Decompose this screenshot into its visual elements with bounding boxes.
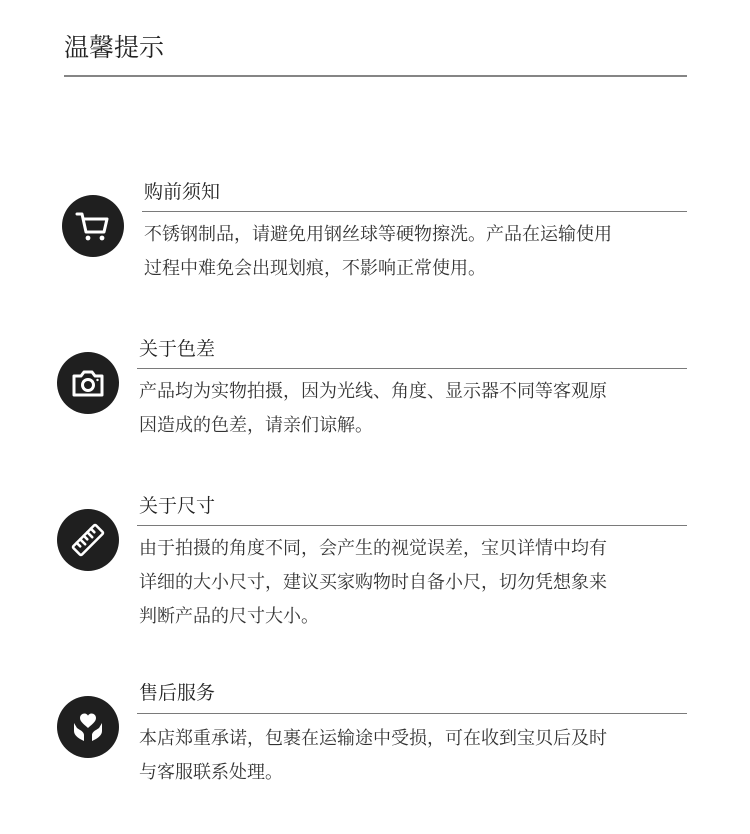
section-text-line: 过程中难免会出现划痕，不影响正常使用。 [144,258,486,279]
title-divider [64,75,687,77]
shopping-cart-icon [62,195,124,257]
section-text-line: 详细的大小尺寸，建议买家购物时自备小尺，切勿凭想象来 [139,572,607,593]
section-heading: 购前须知 [144,181,221,203]
section-divider [142,211,687,212]
ruler-icon [57,509,119,571]
section-text-line: 本店郑重承诺，包裹在运输途中受损，可在收到宝贝后及时 [139,728,607,749]
heart-hands-icon [57,696,119,758]
section-divider [137,525,687,526]
section-divider [137,368,687,369]
section-text-line: 判断产品的尺寸大小。 [139,606,319,627]
section-text-line: 与客服联系处理。 [139,762,283,783]
section-text-line: 由于拍摄的角度不同，会产生的视觉误差，宝贝详情中均有 [139,538,607,559]
section-text-line: 产品均为实物拍摄，因为光线、角度、显示器不同等客观原 [139,381,607,402]
section-text-line: 因造成的色差，请亲们谅解。 [139,415,373,436]
section-text-line: 不锈钢制品，请避免用钢丝球等硬物擦洗。产品在运输使用 [144,224,612,245]
section-heading: 关于色差 [139,338,216,360]
camera-icon [57,352,119,414]
section-heading: 关于尺寸 [139,495,216,517]
page-title: 温馨提示 [64,33,165,62]
section-heading: 售后服务 [139,682,216,704]
section-divider [137,713,687,714]
